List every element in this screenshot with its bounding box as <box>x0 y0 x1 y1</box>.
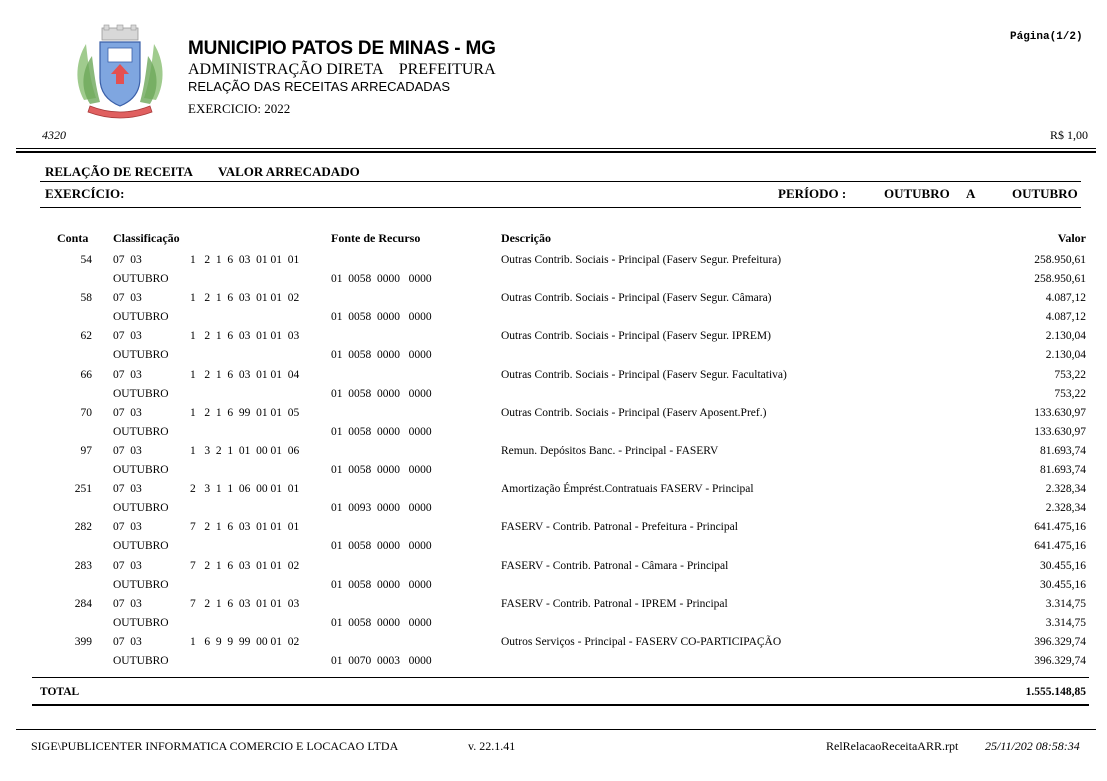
currency-unit: R$ 1,00 <box>1050 128 1089 142</box>
periodo-label: PERÍODO : <box>778 186 847 201</box>
column-header-conta: Conta <box>57 231 89 245</box>
cell-descricao: Remun. Depósitos Banc. - Principal - FASERV <box>501 444 719 457</box>
column-header-valor: Valor <box>1057 231 1086 245</box>
periodo-start: OUTUBRO <box>884 186 950 201</box>
cell-classificacao-a: 07 03 <box>113 597 142 610</box>
cell-conta: 284 <box>74 597 92 610</box>
cell-valor-detail: 641.475,16 <box>1034 540 1086 553</box>
table-row-detail <box>0 423 1107 442</box>
cell-classificacao-a: 07 03 <box>113 521 142 534</box>
table-row <box>0 557 1107 576</box>
cell-valor-detail: 258.950,61 <box>1034 273 1086 286</box>
cell-month: OUTUBRO <box>113 654 169 667</box>
cell-classificacao-b: 7 2 1 6 03 01 01 03 <box>190 597 300 610</box>
cell-classificacao-b: 7 2 1 6 03 01 01 02 <box>190 559 300 572</box>
cell-month: OUTUBRO <box>113 540 169 553</box>
cell-descricao: Outras Contrib. Sociais - Principal (Faserv Segur. Câmara) <box>501 292 772 305</box>
cell-classificacao-b: 1 3 2 1 01 00 01 06 <box>190 444 300 457</box>
cell-fonte: 01 0070 0003 0000 <box>331 654 432 667</box>
cell-valor-detail: 2.328,34 <box>1045 502 1086 515</box>
cell-fonte: 01 0093 0000 0000 <box>331 502 432 515</box>
footer-datetime: 25/11/202 08:58:34 <box>985 739 1080 753</box>
cell-valor: 133.630,97 <box>1034 406 1086 419</box>
cell-classificacao-b: 7 2 1 6 03 01 01 01 <box>190 521 300 534</box>
cell-fonte: 01 0058 0000 0000 <box>331 349 432 362</box>
cell-classificacao-b: 2 3 1 1 06 00 01 01 <box>190 483 300 496</box>
cell-conta: 97 <box>80 444 92 457</box>
revenue-table <box>0 251 1107 671</box>
page-number: Página(1/2) <box>1010 31 1083 43</box>
cell-fonte: 01 0058 0000 0000 <box>331 464 432 477</box>
cell-classificacao-a: 07 03 <box>113 444 142 457</box>
cell-valor-detail: 2.130,04 <box>1045 349 1086 362</box>
cell-conta: 399 <box>74 635 92 648</box>
cell-classificacao-a: 07 03 <box>113 330 142 343</box>
cell-valor-detail: 396.329,74 <box>1034 654 1086 667</box>
column-header-classificacao: Classificação <box>113 231 180 245</box>
cell-fonte: 01 0058 0000 0000 <box>331 578 432 591</box>
cell-valor: 2.130,04 <box>1045 330 1086 343</box>
cell-valor-detail: 30.455,16 <box>1040 578 1086 591</box>
cell-fonte: 01 0058 0000 0000 <box>331 311 432 324</box>
cell-month: OUTUBRO <box>113 502 169 515</box>
cell-conta: 54 <box>80 254 92 266</box>
footer-divider <box>16 729 1096 730</box>
cell-month: OUTUBRO <box>113 425 169 438</box>
fiscal-year: EXERCICIO: 2022 <box>188 101 291 116</box>
subheader-divider <box>40 181 1081 182</box>
cell-valor-detail: 3.314,75 <box>1045 616 1086 629</box>
cell-descricao: Outras Contrib. Sociais - Principal (Faserv Aposent.Pref.) <box>501 406 767 419</box>
cell-valor: 3.314,75 <box>1045 597 1086 610</box>
cell-fonte: 01 0058 0000 0000 <box>331 273 432 286</box>
cell-descricao: Outros Serviços - Principal - FASERV CO-PARTICIPAÇÃO <box>501 635 782 648</box>
table-row <box>0 633 1107 652</box>
table-row-detail <box>0 537 1107 556</box>
table-row-detail <box>0 385 1107 404</box>
section-label-valor: VALOR ARRECADADO <box>218 164 360 179</box>
table-row <box>0 404 1107 423</box>
footer-company: SIGE\PUBLICENTER INFORMATICA COMERCIO E LOCACAO LTDA <box>31 739 399 753</box>
table-row-detail <box>0 576 1107 595</box>
cell-valor: 4.087,12 <box>1045 292 1086 305</box>
cell-valor-detail: 81.693,74 <box>1040 464 1086 477</box>
cell-classificacao-a: 07 03 <box>113 559 142 572</box>
cell-valor: 2.328,34 <box>1045 483 1086 496</box>
cell-classificacao-a: 07 03 <box>113 483 142 496</box>
cell-valor-detail: 4.087,12 <box>1045 311 1086 324</box>
table-row-detail <box>0 461 1107 480</box>
cell-classificacao-b: 1 2 1 6 03 01 01 03 <box>190 330 300 343</box>
column-header-descricao: Descrição <box>501 231 551 245</box>
total-divider-top <box>32 677 1089 678</box>
cell-valor: 396.329,74 <box>1034 635 1086 648</box>
table-row-detail <box>0 346 1107 365</box>
cell-classificacao-a: 07 03 <box>113 635 142 648</box>
cell-classificacao-a: 07 03 <box>113 406 142 419</box>
column-header-fonte: Fonte de Recurso <box>331 231 421 245</box>
periodo-end: OUTUBRO <box>1012 186 1078 201</box>
cell-classificacao-b: 1 2 1 6 03 01 01 01 <box>190 254 300 266</box>
table-row <box>0 366 1107 385</box>
cell-month: OUTUBRO <box>113 464 169 477</box>
cell-month: OUTUBRO <box>113 273 169 286</box>
cell-valor: 641.475,16 <box>1034 521 1086 534</box>
report-code: 4320 <box>42 128 66 142</box>
cell-month: OUTUBRO <box>113 387 169 400</box>
administration-line: ADMINISTRAÇÃO DIRETA PREFEITURA <box>188 61 496 78</box>
section-label-relacao: RELAÇÃO DE RECEITA <box>45 164 193 179</box>
cell-classificacao-a: 07 03 <box>113 368 142 381</box>
organization-title: MUNICIPIO PATOS DE MINAS - MG <box>188 38 496 59</box>
cell-conta: 58 <box>80 292 92 305</box>
cell-month: OUTUBRO <box>113 349 169 362</box>
total-divider-bottom <box>32 704 1089 706</box>
periodo-separator: A <box>966 186 976 201</box>
cell-descricao: FASERV - Contrib. Patronal - IPREM - Principal <box>501 597 728 610</box>
cell-descricao: Amortização Émprést.Contratuais FASERV - Principal <box>501 483 754 496</box>
cell-month: OUTUBRO <box>113 311 169 324</box>
cell-conta: 282 <box>74 521 92 534</box>
cell-descricao: FASERV - Contrib. Patronal - Prefeitura - Principal <box>501 521 738 534</box>
total-label: TOTAL <box>40 686 80 698</box>
footer-version: v. 22.1.41 <box>468 739 516 753</box>
cell-conta: 70 <box>80 406 92 419</box>
cell-descricao: Outras Contrib. Sociais - Principal (Faserv Segur. Facultativa) <box>501 368 787 381</box>
cell-valor: 30.455,16 <box>1040 559 1086 572</box>
cell-fonte: 01 0058 0000 0000 <box>331 387 432 400</box>
cell-conta: 283 <box>74 559 92 572</box>
table-row <box>0 480 1107 499</box>
cell-classificacao-b: 1 2 1 6 03 01 01 04 <box>190 368 300 381</box>
subheader-divider-bottom <box>40 207 1081 208</box>
cell-descricao: Outras Contrib. Sociais - Principal (Faserv Segur. Prefeitura) <box>501 254 782 266</box>
table-row <box>0 251 1107 270</box>
cell-conta: 66 <box>80 368 92 381</box>
municipal-crest-logo <box>70 22 170 122</box>
cell-valor: 753,22 <box>1054 368 1086 381</box>
table-row <box>0 595 1107 614</box>
cell-classificacao-a: 07 03 <box>113 254 142 266</box>
table-row-detail <box>0 614 1107 633</box>
cell-classificacao-b: 1 2 1 6 03 01 01 02 <box>190 292 300 305</box>
cell-fonte: 01 0058 0000 0000 <box>331 425 432 438</box>
cell-classificacao-b: 1 2 1 6 99 01 01 05 <box>190 406 300 419</box>
cell-fonte: 01 0058 0000 0000 <box>331 616 432 629</box>
table-row <box>0 327 1107 346</box>
cell-classificacao-a: 07 03 <box>113 292 142 305</box>
cell-valor: 258.950,61 <box>1034 254 1086 266</box>
table-row <box>0 442 1107 461</box>
table-row-detail <box>0 499 1107 518</box>
cell-month: OUTUBRO <box>113 578 169 591</box>
cell-fonte: 01 0058 0000 0000 <box>331 540 432 553</box>
table-row-detail <box>0 652 1107 671</box>
cell-valor: 81.693,74 <box>1040 444 1086 457</box>
cell-classificacao-b: 1 6 9 9 99 00 01 02 <box>190 635 300 648</box>
header-divider <box>16 148 1096 149</box>
table-row <box>0 518 1107 537</box>
exercicio-label: EXERCÍCIO: <box>45 186 125 201</box>
cell-conta: 251 <box>74 483 92 496</box>
cell-valor-detail: 133.630,97 <box>1034 425 1086 438</box>
table-row <box>0 289 1107 308</box>
table-row-detail <box>0 308 1107 327</box>
report-title: RELAÇÃO DAS RECEITAS ARRECADADAS <box>188 79 450 94</box>
cell-descricao: Outras Contrib. Sociais - Principal (Faserv Segur. IPREM) <box>501 330 771 343</box>
cell-month: OUTUBRO <box>113 616 169 629</box>
cell-conta: 62 <box>80 330 92 343</box>
table-row-detail <box>0 270 1107 289</box>
cell-descricao: FASERV - Contrib. Patronal - Câmara - Principal <box>501 559 729 572</box>
total-value: 1.555.148,85 <box>1025 686 1086 698</box>
header-divider-thick <box>16 151 1096 153</box>
footer-filename: RelRelacaoReceitaARR.rpt <box>826 739 959 753</box>
cell-valor-detail: 753,22 <box>1054 387 1086 400</box>
